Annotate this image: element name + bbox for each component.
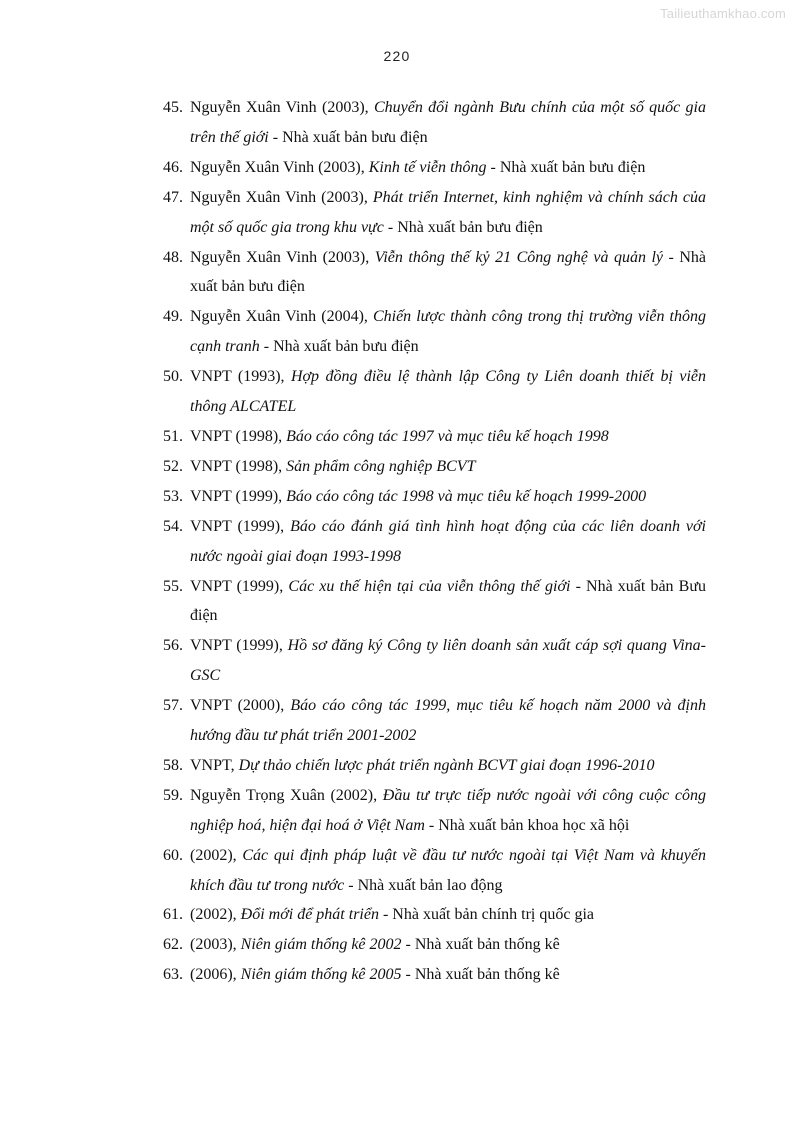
reference-number: 54. (163, 517, 183, 535)
reference-number: 46. (163, 158, 183, 176)
reference-author-year: VNPT (1999), (190, 637, 288, 655)
reference-number: 63. (163, 966, 183, 984)
reference-author-year: VNPT (1993), (190, 368, 291, 386)
reference-item (163, 362, 706, 422)
reference-item (163, 422, 706, 452)
reference-item (163, 631, 706, 691)
reference-number: 61. (163, 906, 183, 924)
reference-item (163, 841, 706, 901)
reference-author-year: (2002), (190, 846, 243, 864)
reference-title: Hợp đồng điều lệ thành lập Công ty Liên doanh thiết bị viễn thông ALCATEL (190, 368, 706, 416)
reference-title: Chuyển đổi ngành Bưu chính của một số quốc gia trên thế giới (190, 99, 707, 146)
reference-text (190, 572, 706, 632)
reference-author-year: Nguyễn Xuân Vinh (2003), (190, 158, 369, 176)
reference-item (163, 512, 706, 572)
reference-item (163, 572, 706, 632)
reference-item (163, 960, 706, 990)
reference-item (163, 302, 706, 362)
reference-number: 58. (163, 756, 183, 774)
reference-text (190, 183, 706, 243)
reference-publisher: - Nhà xuất bản khoa học xã hội (424, 816, 630, 834)
reference-author-year: VNPT (1999), (190, 577, 289, 595)
reference-title: Báo cáo công tác 1999, mục tiêu kế hoạch năm 2000 và định hướng đầu tư phát triển 2001-2002 (190, 697, 707, 745)
reference-title: Đầu tư trực tiếp nước ngoài với công cuộc công nghiệp hoá, hiện đại hoá ở Việt Nam (190, 786, 707, 834)
reference-text (190, 362, 706, 422)
reference-title: Báo cáo đánh giá tình hình hoạt động của các liên doanh với nước ngoài giai đoạn 1993-1998 (190, 517, 706, 565)
reference-number: 52. (163, 457, 183, 475)
reference-item (163, 243, 706, 303)
reference-title: Báo cáo công tác 1997 và mục tiêu kế hoạch 1998 (286, 427, 609, 445)
reference-publisher: - Nhà xuất bản chính trị quốc gia (378, 906, 595, 924)
reference-number: 62. (163, 936, 183, 954)
reference-number: 60. (163, 846, 183, 864)
reference-number: 50. (163, 368, 183, 386)
reference-item (163, 482, 706, 512)
reference-item (163, 691, 706, 751)
reference-author-year: (2006), (190, 966, 241, 984)
reference-publisher: - Nhà xuất bản bưu điện (259, 338, 419, 356)
reference-item (163, 781, 706, 841)
reference-title: Phát triển Internet, kinh nghiệm và chính sách của một số quốc gia trong khu vực (190, 188, 706, 236)
reference-author-year: VNPT (1999), (190, 487, 287, 505)
reference-number: 55. (163, 577, 183, 595)
reference-number: 49. (163, 308, 183, 326)
reference-publisher: - Nhà xuất bản bưu điện (383, 218, 543, 236)
reference-title: Chiến lược thành công trong thị trường viễn thông cạnh tranh (190, 308, 706, 356)
reference-number: 53. (163, 487, 183, 505)
reference-text (190, 422, 706, 452)
reference-text (190, 153, 706, 183)
reference-title: Các qui định pháp luật về đầu tư nước ngoài tại Việt Nam và khuyến khích đầu tư trong nước (190, 846, 707, 894)
reference-text (190, 452, 706, 482)
reference-text (190, 691, 706, 751)
reference-title: Hồ sơ đăng ký Công ty liên doanh sản xuất cáp sợi quang Vina-GSC (190, 637, 706, 685)
reference-publisher: - Nhà xuất bản lao động (344, 876, 503, 894)
reference-title: Sản phẩm công nghiệp BCVT (286, 457, 476, 475)
reference-text (190, 631, 706, 691)
reference-item (163, 900, 706, 930)
reference-title: Viễn thông thế kỷ 21 Công nghệ và quản lý (374, 248, 664, 266)
reference-number: 47. (163, 188, 183, 206)
reference-text (190, 751, 706, 781)
reference-item (163, 153, 706, 183)
page-number: 220 (383, 48, 411, 64)
reference-author-year: VNPT, (190, 756, 239, 774)
reference-text (190, 512, 706, 572)
reference-title: Đổi mới để phát triển (240, 906, 379, 924)
reference-item (163, 930, 706, 960)
reference-author-year: VNPT (2000), (190, 697, 291, 715)
reference-item (163, 751, 706, 781)
reference-title: Báo cáo công tác 1998 và mục tiêu kế hoạch 1999-2000 (286, 487, 647, 505)
reference-text (190, 841, 706, 901)
reference-number: 59. (163, 786, 183, 804)
reference-number: 56. (163, 637, 183, 655)
reference-author-year: Nguyễn Xuân Vinh (2003), (190, 248, 375, 266)
reference-author-year: (2002), (190, 906, 241, 924)
reference-text (190, 900, 706, 930)
reference-text (190, 960, 706, 990)
reference-publisher: - Nhà xuất bản thống kê (401, 966, 560, 984)
reference-publisher: - Nhà xuất bản bưu điện (190, 248, 707, 296)
reference-text (190, 243, 706, 303)
reference-publisher: - Nhà xuất bản thống kê (401, 936, 560, 954)
reference-author-year: (2003), (190, 936, 241, 954)
reference-text (190, 302, 706, 362)
reference-title: Kinh tế viễn thông (368, 158, 487, 176)
reference-title: Dự thảo chiến lược phát triển ngành BCVT giai đoạn 1996-2010 (238, 756, 655, 774)
reference-list (163, 93, 706, 990)
reference-item (163, 452, 706, 482)
reference-number: 48. (163, 248, 183, 266)
reference-author-year: VNPT (1999), (190, 517, 291, 535)
reference-title: Niên giám thống kê 2005 (240, 966, 402, 984)
reference-number: 57. (163, 697, 183, 715)
reference-author-year: Nguyễn Xuân Vinh (2003), (190, 99, 374, 116)
reference-publisher: - Nhà xuất bản bưu điện (268, 128, 428, 146)
reference-title: Niên giám thống kê 2002 (240, 936, 402, 954)
reference-number: 45. (163, 99, 183, 116)
reference-text (190, 93, 706, 153)
watermark-text: Tailieuthamkhao.com (660, 6, 786, 21)
reference-title: Các xu thế hiện tại của viễn thông thế giới (288, 577, 571, 595)
reference-author-year: VNPT (1998), (190, 457, 287, 475)
reference-item (163, 183, 706, 243)
reference-item (163, 93, 706, 153)
reference-author-year: VNPT (1998), (190, 427, 287, 445)
reference-author-year: Nguyễn Xuân Vinh (2003), (190, 188, 373, 206)
reference-text (190, 482, 706, 512)
reference-author-year: Nguyễn Trọng Xuân (2002), (190, 786, 383, 804)
reference-number: 51. (163, 427, 183, 445)
reference-author-year: Nguyễn Xuân Vinh (2004), (190, 308, 373, 326)
reference-publisher: - Nhà xuất bản bưu điện (486, 158, 646, 176)
reference-text (190, 781, 706, 841)
reference-text (190, 930, 706, 960)
reference-publisher: - Nhà xuất bản Bưu điện (190, 577, 707, 625)
